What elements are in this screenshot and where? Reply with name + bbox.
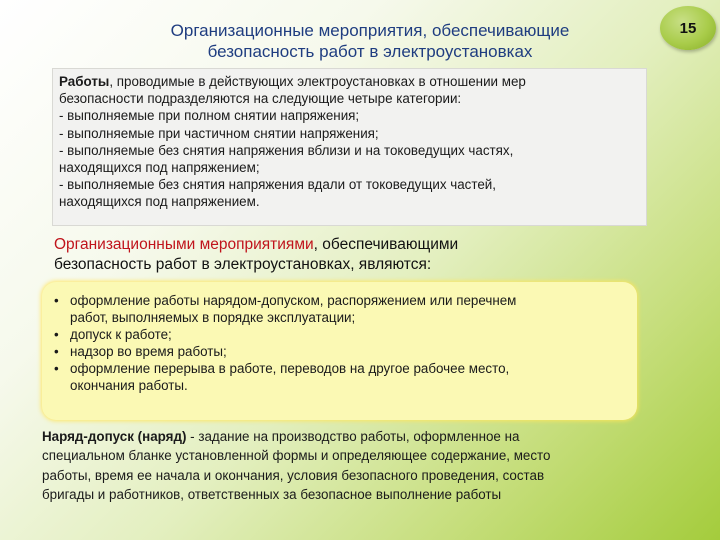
list-item-line: допуск к работе;	[70, 327, 172, 342]
list-item	[54, 360, 637, 394]
slide-title	[100, 20, 640, 62]
org-measures-heading-line2: безопасность работ в электроустановках, являются:	[54, 256, 432, 273]
work-categories-line: находящихся под напряжением;	[59, 160, 260, 176]
measures-list-box	[42, 282, 637, 420]
bullet-icon: •	[54, 361, 59, 376]
list-item-line: работ, выполняемых в порядке эксплуатации;	[70, 310, 356, 325]
list-item-line: окончания работы.	[70, 378, 188, 393]
work-categories-box	[52, 68, 647, 226]
org-measures-heading	[54, 235, 614, 275]
list-item	[54, 326, 637, 343]
page-number: 15	[679, 19, 697, 37]
works-intro-rest: , проводимые в действующих электроустановках в отношении мер	[109, 74, 526, 89]
list-item	[54, 292, 637, 326]
org-measures-term: Организационными мероприятиями	[54, 236, 314, 253]
work-permit-line: специальном бланке установленной формы и определяющее содержание, место	[42, 448, 551, 464]
slide-title-line: Организационные мероприятия, обеспечивающие	[170, 21, 570, 40]
works-term: Работы	[59, 74, 110, 89]
work-permit-line: бригады и работников, ответственных за безопасное выполнение работы	[42, 486, 502, 502]
bullet-icon: •	[54, 327, 59, 342]
bullet-icon: •	[54, 344, 59, 359]
work-categories-line: безопасности подразделяются на следующие четыре категории:	[59, 91, 462, 107]
work-permit-definition	[42, 427, 672, 504]
list-item-line: оформление перерыва в работе, переводов на другое рабочее место,	[70, 361, 510, 376]
work-permit-line: работы, время ее начала и окончания, условия безопасного проведения, состав	[42, 467, 545, 483]
work-permit-definition-rest: - задание на производство работы, оформленное на	[186, 429, 520, 444]
work-categories-line: - выполняемые при полном снятии напряжения;	[59, 108, 360, 124]
list-item-line: оформление работы нарядом-допуском, распоряжением или перечнем	[70, 293, 517, 308]
work-permit-term: Наряд-допуск (наряд)	[42, 429, 187, 444]
work-categories-intro	[59, 73, 646, 90]
work-categories-line: - выполняемые без снятия напряжения вблизи и на токоведущих частях,	[59, 142, 514, 158]
list-item-line: надзор во время работы;	[70, 344, 227, 359]
org-measures-heading-rest: , обеспечивающими	[313, 236, 459, 253]
bullet-icon: •	[54, 293, 59, 308]
work-categories-line: - выполняемые без снятия напряжения вдали от токоведущих частей,	[59, 177, 496, 193]
page-number-badge	[660, 6, 716, 50]
list-item	[54, 343, 637, 360]
slide-title-line: безопасность работ в электроустановках	[207, 42, 533, 61]
work-categories-line: - выполняемые при частичном снятии напряжения;	[59, 125, 379, 141]
work-categories-line: находящихся под напряжением.	[59, 194, 260, 210]
